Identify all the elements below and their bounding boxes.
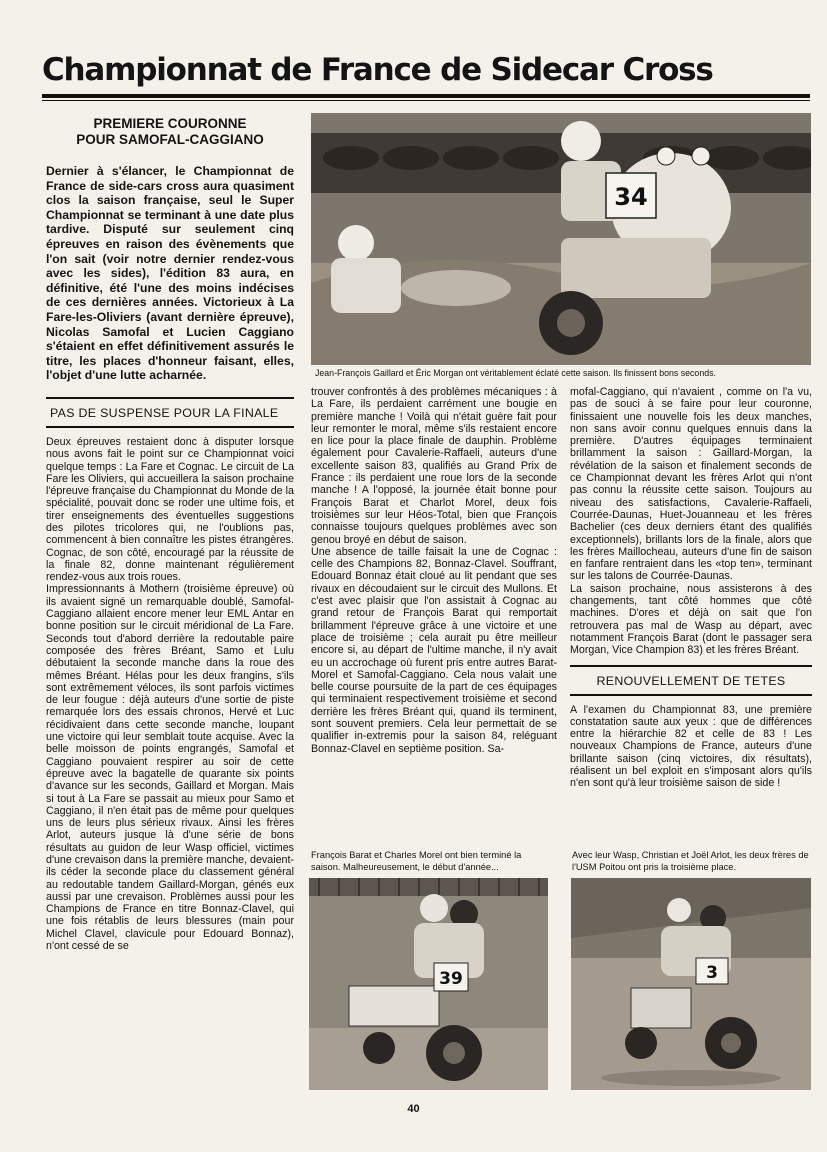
photo-barat-morel-drawing xyxy=(309,878,548,1090)
right-body xyxy=(570,386,812,657)
caption-barat-morel: François Barat et Charles Morel ont bien terminé la saison. Malheureusement, le début d'année... xyxy=(311,850,522,872)
section-heading-renouvellement: RENOUVELLEMENT DE TETES xyxy=(570,665,812,696)
left-column xyxy=(46,110,294,952)
page-title: Championnat de France de Sidecar Cross xyxy=(42,52,713,88)
caption-arlot: Avec leur Wasp, Christian et Joël Arlot, les deux frères de l'USM Poitou ont pris la troisième place. xyxy=(572,850,809,872)
photo-arlot xyxy=(571,878,811,1090)
race-plate-number-right: 3 xyxy=(706,963,718,983)
section-heading-finale: PAS DE SUSPENSE POUR LA FINALE xyxy=(46,397,294,428)
right-paragraph-3: A l'examen du Championnat 83, une première constatation saute aux yeux : que de différences entre la hiérarchie 82 et celle de 83 ! Les nouveaux Champions de France, auteurs d'une brillante saison (cinq victoires, dix résultats), réalisent un bel exploit en s'imposant alors qu'ils n'en sont qu'à leur troisième saison de side ! xyxy=(570,703,812,790)
photo-gaillard-morgan-drawing xyxy=(311,113,811,365)
lead-paragraph: Dernier à s'élancer, le Championnat de France de side-cars cross aura quasiment clos la saison française, seul le Super Championnat se terminant à une date plus tardive. Disputé sur seulement cinq épreuves en raison des évènements que l'on sait (voir notre dernier rendez-vous avec les sides), l'édition 83 aura, en définitive, été l'une des moins indécises de ces dernières années. Victorieux à La Fare-les-Oliviers (avant dernière épreuve), Nicolas Samofal et Lucien Caggiano s'étaient en effet définitivement assurés le titre, les places d'honneur faisant, elles, l'objet d'une lutte acharnée. xyxy=(46,164,294,383)
title-rule-thin xyxy=(42,100,810,101)
middle-column xyxy=(311,386,557,755)
middle-paragraph-1: trouver confrontés à des problèmes mécaniques : à La Fare, ils perdaient carrément une bougie en première manche ! Voilà qui n'était guère fait pour leur remonter le moral, même s'ils restaient encore en lice pour la place finale de dauphin. Problème également pour Cavalerie-Raffaeli, auteurs d'une excellente saison 83, qualifiés au Grand Prix de France : ils perdaient une roue lors de la seconde manche ! A l'opposé, la journée était bonne pour François Barat et Charlot Morel, deux fois troisièmes sur leur Héos-Total, bien que François connaisse toujours quelques problèmes avec son genou broyé en début de saison. xyxy=(311,386,557,546)
right-paragraph-1: mofal-Caggiano, qui n'avaient , comme on l'a vu, pas de souci à se faire pour leur couronne, finissaient une nouvelle fois les deux manches, non sans avoir connu quelques ennuis dans la première. D'autres équipages terminaient brillamment la saison : Gaillard-Morgan, la révélation de la saison et finalement seconds de ce Championnat devant les frères Arlot qui n'ont pas connu la réussite cette saison. Toujours au niveau des satisfactions, Cavalerie-Raffaeli, Courrée-Daunas, Huet-Jouanneau et les frères Bachelier (ces deux derniers étant des qualifiés exceptionnels), brillants lors de la finale, alors que les frères Maillocheau, auteurs d'une fin de saison en fanfare rentraient dans les «top ten», terminant sur les talons de Courrée-Daunas. xyxy=(570,386,812,583)
middle-paragraph-2: Une absence de taille faisait la une de Cognac : celle des Champions 82, Bonnaz-Clavel. Souffrant, Edouard Bonnaz était cloué au lit pendant que ses rivaux en découdaient sur le circuit des Mullons. Et c'est avec plaisir que l'on assistait à Cognac au grand retour de François Barat qui remportait brillamment l'épreuve grâce à une victoire et une place de troisième ; cela aurait pu être meilleur encore si, au départ de l'ultime manche, il n'y avait eu un accrochage où furent pris entre autres Barat-Morel et Samofal-Caggiano. Cela nous valait une belle course poursuite de la part de ces équipages qui terminaient respectivement troisième et second derrière les frères Bréant qui, quand ils terminent, sont souvent premiers. Cela leur permettait de se qualifier in-extremis pour la saison 84, reléguant Bonnaz-Clavel en septième position. Sa- xyxy=(311,545,557,755)
right-column xyxy=(570,386,812,790)
photo-barat-morel xyxy=(309,878,548,1090)
photo-gaillard-morgan xyxy=(311,113,811,365)
page-number: 40 xyxy=(407,1103,420,1115)
right-paragraph-2: La saison prochaine, nous assisterons à des changements, tant côté hommes que côté machines. D'ores et déjà on sait que l'on retrouvera pas mal de Wasp au départ, avec notamment François Barat (dont le passager sera Morgan, Vice Champion 83) et les frères Bréant. xyxy=(570,582,812,657)
kicker-line-1: PREMIERE COURONNE xyxy=(93,116,247,131)
left-body xyxy=(46,436,294,952)
race-plate-number-mid: 39 xyxy=(439,969,463,989)
left-paragraph-1: Deux épreuves restaient donc à disputer lorsque nous avons fait le point sur ce Championnat voici quelque temps : La Fare et Cognac. Le circuit de La Fare les Oliviers, qui accueillera la saison prochaine l'épreuve française du Championnat du Monde de la spécialité, pouvait donc se roder une ultime fois, et tirer enseignements des éventuelles suggestions des pilotes tricolores qui, ne l'oublions pas, commencent à bien connaître les pistes étrangères. Cognac, de son côté, encouragé par la réussite de la finale 82, donne maintenant régulièrement rendez-vous aux trois roues. xyxy=(46,435,294,584)
left-paragraph-2: Impressionnants à Mothern (troisième épreuve) où ils avaient signé un remarquable doublé, Samofal-Caggiano allaient encore mener leur EML Antar en bonne position sur le circuit méridional de La Fare. Seconds tout d'abord derrière la redoutable paire composée des frères Bréant, Samo et Lulu débutaient la seconde manche dans la roue des mêmes Bréant. Hélas pour les deux frangins, s'ils sont extrêmement véloces, ils sont parfois victimes de leur fougue : déjà auteurs d'une sortie de piste remarquée lors des essais chronos, Hervé et Luc récidivaient dans cette seconde manche, loupant une victoire qui leur semblait toute acquise. Avec la belle moisson de points engrangés, Samofal et Caggiano pouvaient respirer au soir de cette épreuve avec la bagatelle de quarante six points d'avance sur les seconds, Gaillard et Morgan. Mais si tout à La Fare se passait au mieux pour Samo et Caggiano, il n'en était pas de même pour quelques uns de leurs plus sérieux rivaux. Ainsi les frères Arlot, auteurs jusque là d'une série de bons résultats au guidon de leur Wasp officiel, victimes d'une crevaison dans la première manche, devaient-ils céder la seconde place du classement général au redoutable tandem Gaillard-Morgan, génés eux aussi par une crevaison. Problèmes aussi pour les Champions de France en titre Bonnaz-Clavel, qui une fois rétablis de leurs blessures (main pour Michel Clavel, clavicule pour Edouard Bonnaz), n'ont cessé de se xyxy=(46,583,294,953)
kicker-line-2: POUR SAMOFAL-CAGGIANO xyxy=(76,132,264,147)
photo-arlot-drawing xyxy=(571,878,811,1090)
title-rule xyxy=(42,94,810,98)
caption-top: Jean-François Gaillard et Éric Morgan ont véritablement éclaté cette saison. Ils finissent bons seconds. xyxy=(315,368,716,378)
race-plate-number-top: 34 xyxy=(614,183,648,211)
